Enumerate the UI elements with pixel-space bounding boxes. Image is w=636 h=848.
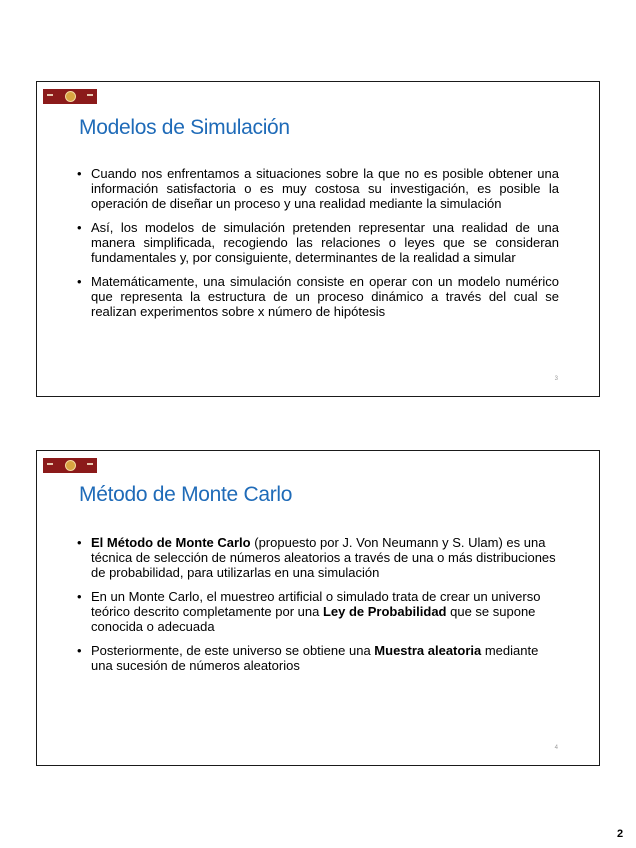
university-seal-icon (65, 460, 76, 471)
bullet-list (77, 535, 559, 682)
university-logo (43, 458, 97, 473)
sheet-page-number: 2 (617, 828, 624, 840)
university-logo (43, 89, 97, 104)
slide-title: Método de Monte Carlo (79, 483, 293, 506)
logo-text-right (87, 463, 93, 465)
university-seal-icon (65, 91, 76, 102)
bullet-item: • Cuando nos enfrentamos a situaciones sobre la que no es posible obtener una información satisfactoria o es muy costosa su investigación, es posible la operación de diseñar un proceso y una realidad mediante la simulación (77, 166, 559, 211)
slide-modelos-de-simulacion (36, 81, 600, 397)
bullet-item: • Matemáticamente, una simulación consiste en operar con un modelo numérico que representa la estructura de un proceso dinámico a través del cual se realizan experimentos sobre x número de hipótesis (77, 274, 559, 319)
slide-title: Modelos de Simulación (79, 116, 290, 139)
logo-text-right (87, 94, 93, 96)
bullet-list (77, 166, 559, 328)
logo-text-left (47, 463, 53, 465)
slide-metodo-de-monte-carlo (36, 450, 600, 766)
bullet-item: • Posteriormente, de este universo se obtiene una Muestra aleatoria mediante una sucesión de números aleatorios (77, 643, 559, 673)
slide-page-number: 4 (554, 745, 558, 751)
bullet-item: • El Método de Monte Carlo (propuesto por J. Von Neumann y S. Ulam) es una técnica de selección de números aleatorios a través de una o más distribuciones de probabilidad, para utilizarlas en una simulación (77, 535, 559, 580)
bullet-item: • Así, los modelos de simulación pretenden representar una realidad de una manera simplificada, recogiendo las relaciones o leyes que se consideran fundamentales y, por consiguiente, determinantes de la realidad a simular (77, 220, 559, 265)
logo-text-left (47, 94, 53, 96)
slide-page-number: 3 (554, 376, 558, 382)
bullet-item: • En un Monte Carlo, el muestreo artificial o simulado trata de crear un universo teórico descrito completamente por una Ley de Probabilidad que se supone conocida o adecuada (77, 589, 559, 634)
